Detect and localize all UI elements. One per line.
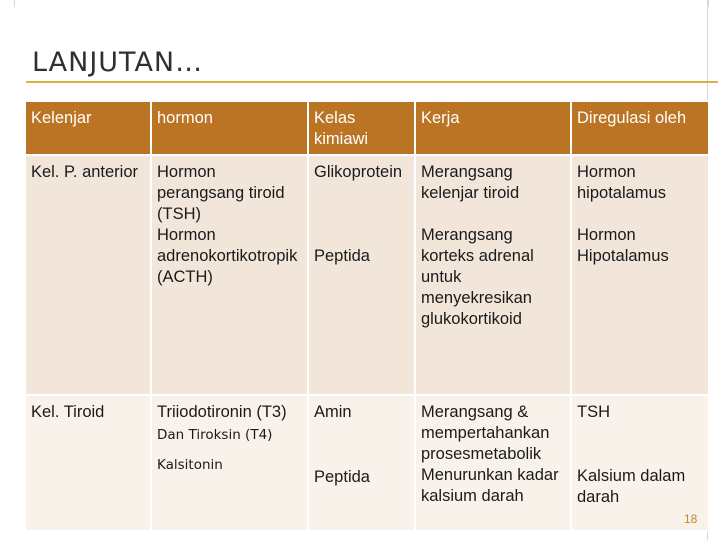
- cell-kerja: [415, 155, 571, 395]
- regulasi-tsh: TSH: [577, 403, 610, 421]
- spacer: [157, 446, 302, 455]
- cell-kelas-kimiawi: [308, 395, 415, 531]
- page-number: 18: [684, 512, 698, 526]
- table-row: [25, 395, 709, 531]
- cell-hormon: [151, 155, 308, 395]
- header-kelenjar: Kelenjar: [25, 101, 151, 155]
- kelas-glikoprotein: Glikoprotein: [314, 163, 403, 181]
- slide-title: LANJUTAN…: [32, 47, 204, 78]
- cell-diregulasi: [571, 395, 709, 531]
- header-diregulasi-oleh: Diregulasi oleh: [571, 101, 709, 155]
- kerja-adrenal: Merangsang korteks adrenal untuk menyekresikan glukokortikoid: [421, 226, 534, 328]
- cell-diregulasi: [571, 155, 709, 395]
- spacer: [314, 183, 409, 246]
- spacer: [577, 204, 703, 225]
- cell-kerja: [415, 395, 571, 531]
- spacer: [577, 423, 703, 466]
- cell-kelas-kimiawi: [308, 155, 415, 395]
- header-kelas-kimiawi: Kelas kimiawi: [308, 101, 415, 155]
- kerja-tiroid: Merangsang kelenjar tiroid: [421, 163, 520, 202]
- hormon-t3: Triiodotironin (T3): [157, 403, 287, 421]
- cell-hormon: [151, 395, 308, 531]
- spacer: [314, 423, 409, 467]
- header-kerja: Kerja: [415, 101, 571, 155]
- cell-kelenjar: Kel. P. anterior: [25, 155, 151, 395]
- kerja-metabolik: Merangsang & mempertahankan prosesmetabolik: [421, 403, 550, 463]
- table-header-row: [25, 101, 709, 155]
- hormon-t4: Dan Tiroksin (T4): [157, 427, 273, 443]
- table-row: [25, 155, 709, 395]
- hormon-acth: Hormon adrenokortikotropik (ACTH): [157, 226, 298, 286]
- kelas-peptida: Peptida: [314, 468, 370, 486]
- header-hormon: hormon: [151, 101, 308, 155]
- hormon-kalsitonin: Kalsitonin: [157, 457, 223, 473]
- hormone-table: [24, 100, 710, 532]
- regulasi-hipotalamus-2: Hormon Hipotalamus: [577, 226, 669, 265]
- hormon-tsh: Hormon perangsang tiroid (TSH): [157, 163, 285, 223]
- slide-frame-top: [14, 0, 709, 7]
- regulasi-kalsium: Kalsium dalam darah: [577, 467, 686, 506]
- spacer: [421, 204, 565, 225]
- regulasi-hipotalamus-1: Hormon hipotalamus: [577, 163, 666, 202]
- cell-kelenjar: Kel. Tiroid: [25, 395, 151, 531]
- kerja-kalsium: Menurunkan kadar kalsium darah: [421, 466, 559, 505]
- title-underline: [26, 81, 718, 83]
- kelas-amin: Amin: [314, 403, 352, 421]
- kelas-peptida: Peptida: [314, 247, 370, 265]
